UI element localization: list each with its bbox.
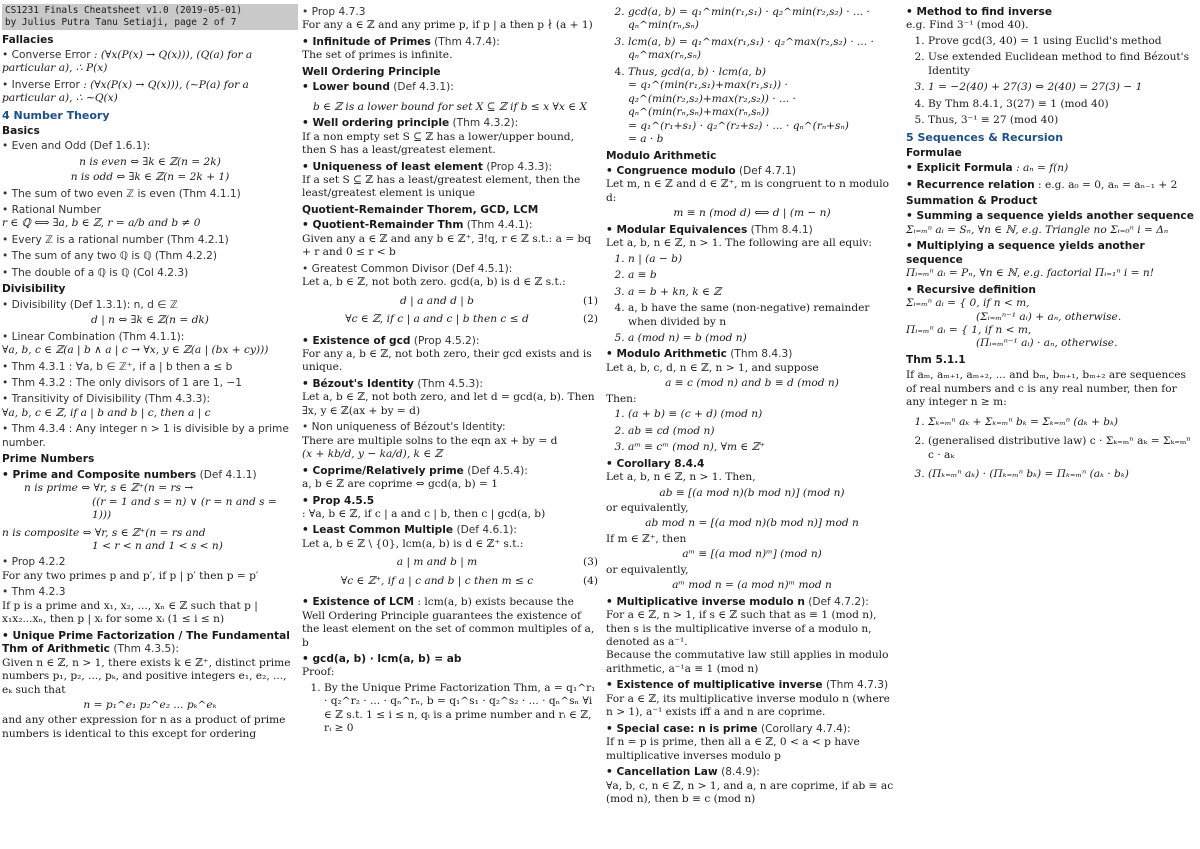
proof-step-4-a: 4. Thus, gcd(a, b) · lcm(a, b) bbox=[628, 65, 767, 78]
column-3 bbox=[606, 4, 898, 847]
bezout-non-uniqueness bbox=[302, 421, 598, 461]
cancellation-term: • Cancellation Law bbox=[606, 766, 718, 779]
column-1 bbox=[2, 4, 298, 847]
rational-term: • Rational Number bbox=[2, 204, 101, 216]
modeq-item: 2. a ≡ b bbox=[628, 269, 898, 282]
mfi-step: 4. By Thm 8.4.1, 3(27) ≡ 1 (mod 40) bbox=[928, 98, 1198, 111]
well-ordering-heading: Well Ordering Principle bbox=[302, 65, 441, 78]
lower-bound-ref: (Def 4.3.1): bbox=[393, 81, 454, 94]
mfi-example: e.g. Find 3⁻¹ (mod 40). bbox=[906, 19, 1029, 32]
modar-term: • Modulo Arithmetic bbox=[606, 348, 727, 361]
formulae-heading: Formulae bbox=[906, 146, 962, 159]
emi-term: • Existence of multiplicative inverse bbox=[606, 679, 823, 692]
proof-step-4-c: = q₁^(r₁+s₁) · q₂^(r₂+s₂) · ... · qₙ^(rₙ+sₙ) bbox=[628, 119, 849, 132]
linear-combination-definition: ∀a, b, c ∈ ℤ(a | b ∧ a | c → ∀x, y ∈ ℤ(a | (bx + cy))) bbox=[2, 344, 269, 357]
converse-error bbox=[2, 49, 298, 76]
existence-of-gcd bbox=[302, 335, 598, 375]
thm-4-3-1: • Thm 4.3.1 : ∀a, b ∈ ℤ⁺, if a | b then a ≤ b bbox=[2, 360, 233, 373]
column-2 bbox=[302, 4, 598, 847]
prime-definition-1: n is prime ⇔ ∀r, s ∈ ℤ⁺(n = rs → bbox=[24, 482, 194, 495]
page-header bbox=[2, 4, 298, 30]
thm-5-1-1-list bbox=[906, 416, 1198, 482]
congruence-ref: (Def 4.7.1) bbox=[739, 164, 797, 177]
explicit-formula bbox=[906, 162, 1198, 175]
prime-definition-2: ((r = 1 and s = n) ∨ (r = n and s = 1))) bbox=[92, 495, 277, 522]
upf-body: Given n ∈ ℤ, n > 1, there exists k ∈ ℤ⁺, distinct prime numbers p₁, p₂, ..., pₖ, and positive integers e₁, e₂, ..., eₖ such that bbox=[2, 656, 291, 696]
prime-composite bbox=[2, 469, 298, 554]
upf-equation: n = p₁^e₁ p₂^e₂ ... pₖ^eₖ bbox=[83, 698, 217, 711]
divisibility-term: • Divisibility bbox=[2, 298, 67, 311]
bezout-body: Let a, b ∈ ℤ, not both zero, and let d = gcd(a, b). Then ∃x, y ∈ ℤ(ax + by = d) bbox=[302, 391, 595, 417]
proof-steps-continued bbox=[606, 6, 898, 147]
modeq-body: Let a, b, n ∈ ℤ, n > 1. The following are all equiv: bbox=[606, 237, 872, 250]
corollary-or-1: or equivalently, bbox=[606, 501, 689, 514]
mi-ref: (Def 4.7.2): bbox=[808, 595, 869, 608]
prime-composite-ref: (Def 4.1.1) bbox=[199, 468, 257, 481]
mfi-step: 5. Thus, 3⁻¹ ≡ 27 (mod 40) bbox=[928, 114, 1198, 127]
modulo-arithmetic-heading: Modulo Arithmetic bbox=[606, 149, 717, 162]
upf-term: • Unique Prime Factorization / The Fundamental Thm of Arithmetic bbox=[2, 629, 290, 656]
ule-term: • Uniqueness of least element bbox=[302, 160, 483, 173]
lcm-eq3-text: a | m and b | m bbox=[396, 556, 478, 569]
infinitude-of-primes bbox=[302, 36, 598, 63]
divisibility-heading: Divisibility bbox=[2, 283, 66, 296]
cancellation-body: ∀a, b, c, n ∈ ℤ, n > 1, and a, n are coprime, if ab ≡ ac (mod n), then b ≡ c (mod n) bbox=[606, 779, 894, 806]
well-ordering-principle bbox=[302, 117, 598, 157]
congruence-term: • Congruence modulo bbox=[606, 164, 736, 177]
composite-definition-2: 1 < r < n and 1 < s < n) bbox=[92, 539, 223, 552]
upf-ref: (Thm 4.3.5): bbox=[113, 643, 179, 656]
modar-ref: (Thm 8.4.3) bbox=[730, 348, 793, 361]
transitivity-definition: ∀a, b, c ∈ ℤ, if a | b and b | c, then a | c bbox=[2, 406, 211, 419]
elcm-body: : lcm(a, b) exists because the Well Ordering Principle guarantees the existence of the least element on the set of common multiples of a, b bbox=[302, 596, 595, 649]
corollary-body: Let a, b, n ∈ ℤ, n > 1. Then, bbox=[606, 471, 756, 484]
bezout-nonunique-term: • Non uniqueness of Bézout's Identity: bbox=[302, 421, 506, 434]
modar-item: 2. ab ≡ cd (mod n) bbox=[628, 425, 898, 438]
even-odd-term: • Even and Odd bbox=[2, 140, 87, 153]
prop-4-7-3-body: For any a ∈ ℤ and any prime p, if p | a then p ∤ (a + 1) bbox=[302, 19, 593, 32]
qr-gcd-lcm-heading: Quotient-Remainder Thorem, GCD, LCM bbox=[302, 203, 539, 216]
multiplying-term: • Multiplying a sequence yields another sequence bbox=[906, 240, 1145, 266]
recursive-prod-b: (Πᵢ₌ₘⁿ⁻¹ aᵢ) · aₙ, otherwise. bbox=[976, 337, 1118, 350]
lower-bound bbox=[302, 81, 598, 114]
gcd-ref: (Def 4.5.1): bbox=[451, 262, 513, 275]
thm-4-2-3-body: If p is a prime and x₁, x₂, ..., xₙ ∈ ℤ such that p | x₁x₂...xₙ, then p | xᵢ for some xᵢ (1 ≤ i ≤ n) bbox=[2, 599, 258, 626]
uniqueness-least-element bbox=[302, 161, 598, 201]
lcm-eq4-number: (4) bbox=[582, 574, 598, 587]
thm-5-1-1-heading: Thm 5.1.1 bbox=[906, 353, 966, 366]
transitivity-term: • Transitivity of Divisibility bbox=[2, 393, 141, 406]
congruence-equation: m ≡ n (mod d) ⟺ d | (m − n) bbox=[673, 207, 831, 220]
egcd-body: For any a, b ∈ ℤ, not both zero, their gcd exists and is unique. bbox=[302, 347, 592, 374]
infinitude-term: • Infinitude of Primes bbox=[302, 35, 431, 48]
mfi-term: • Method to find inverse bbox=[906, 6, 1053, 18]
thm-5-1-1-item: 2. (generalised distributive law) c · Σₖ₌ₘⁿ aₖ = Σₖ₌ₘⁿ c · aₖ bbox=[928, 435, 1198, 462]
mfi-step: 2. Use extended Euclidean method to find Bézout's Identity bbox=[928, 51, 1198, 78]
thm-5-1-1-item: 3. (Πₖ₌ₘⁿ aₖ) · (Πₖ₌ₘⁿ bₖ) = Πₖ₌ₘⁿ (aₖ · bₖ) bbox=[928, 468, 1198, 481]
infinitude-ref: (Thm 4.7.4): bbox=[434, 35, 500, 48]
existence-multiplicative-inverse bbox=[606, 679, 898, 719]
summing-sequence bbox=[906, 210, 1198, 237]
double-rational: • The double of a ℚ is ℚ (Col 4.2.3) bbox=[2, 266, 189, 279]
corollary-eq-1: ab ≡ [(a mod n)(b mod n)] (mod n) bbox=[659, 486, 845, 499]
divisibility bbox=[2, 299, 298, 328]
lcm-equation-4 bbox=[302, 575, 598, 588]
qrt-body: Given any a ∈ ℤ and any b ∈ ℤ⁺, ∃!q, r ∈ ℤ s.t.: a = bq + r and 0 ≤ r < b bbox=[302, 232, 592, 259]
odd-definition: n is odd ⇔ ∃k ∈ ℤ(n = 2k + 1) bbox=[70, 171, 230, 184]
gcd-lcm-term: • gcd(a, b) · lcm(a, b) = ab bbox=[302, 653, 462, 666]
emi-body: For a ∈ ℤ, its multiplicative inverse modulo n (where n > 1), a⁻¹ exists iff a and n are coprime. bbox=[606, 692, 890, 719]
number-theory-heading: 4 Number Theory bbox=[2, 108, 110, 122]
modar-list bbox=[606, 408, 898, 454]
prime-composite-term: • Prime and Composite numbers bbox=[2, 468, 197, 481]
even-odd bbox=[2, 140, 298, 184]
thm-4-3-4: • Thm 4.3.4 : Any integer n > 1 is divisible by a prime number. bbox=[2, 423, 289, 449]
corollary-eq-4: aᵐ mod n = (a mod n)ᵐ mod n bbox=[672, 579, 832, 592]
thm-5-1-1-body: If aₘ, aₘ₊₁, aₘ₊₂, ... and bₘ, bₘ₊₁, bₘ₊₂ are sequences of real numbers and c is any real number, then for any integer n ≥ m: bbox=[906, 369, 1186, 409]
corollary-if: If m ∈ ℤ⁺, then bbox=[606, 532, 687, 545]
coprime-ref: (Def 4.5.4): bbox=[467, 464, 528, 477]
modeq-item: 5. a (mod n) = b (mod n) bbox=[628, 332, 898, 345]
sum-even-theorem: • The sum of two even ℤ is even (Thm 4.1.1) bbox=[2, 187, 241, 200]
proof-step-3: 3. lcm(a, b) = q₁^max(r₁,s₁) · q₂^max(r₂,s₂) · ... · qₙ^max(rₙ,sₙ) bbox=[628, 36, 898, 63]
egcd-term: • Existence of gcd bbox=[302, 334, 411, 347]
explicit-body: : aₙ = f(n) bbox=[1016, 162, 1069, 175]
mi-body-2: Because the commutative law still applies in modulo arithmetic, a⁻¹a ≡ 1 (mod n) bbox=[606, 649, 889, 675]
gcd bbox=[302, 263, 598, 327]
linear-combination-ref: (Thm 4.1.1): bbox=[118, 330, 185, 343]
infinitude-body: The set of primes is infinite. bbox=[302, 49, 453, 62]
modeq-list bbox=[606, 253, 898, 346]
thm-4-2-3 bbox=[2, 586, 298, 626]
prop-4-5-5-body: : ∀a, b ∈ ℤ, if c | a and c | b, then c | gcd(a, b) bbox=[302, 507, 546, 520]
mfi-step: 1. Prove gcd(3, 40) = 1 using Euclid's method bbox=[928, 35, 1198, 48]
multiplicative-inverse bbox=[606, 596, 898, 677]
lcm-ref: (Def 4.6.1): bbox=[456, 524, 517, 537]
lower-bound-definition: b ∈ ℤ is a lower bound for set X ⊆ ℤ if b ≤ x ∀x ∈ X bbox=[312, 100, 588, 113]
converse-error-term: • Converse Error bbox=[2, 48, 91, 61]
emi-ref: (Thm 4.7.3) bbox=[826, 679, 889, 692]
corollary-or-2: or equivalently, bbox=[606, 563, 689, 576]
lower-bound-term: • Lower bound bbox=[302, 81, 390, 94]
prop-4-2-2-body: For any two primes p and p′, if p | p′ then p = p′ bbox=[2, 569, 259, 582]
modular-equivalences bbox=[606, 224, 898, 346]
thm-4-2-3-term: • Thm 4.2.3 bbox=[2, 586, 66, 599]
gcd-body: Let a, b ∈ ℤ, not both zero. gcd(a, b) is d ∈ ℤ s.t.: bbox=[302, 276, 566, 289]
congruence-body: Let m, n ∈ ℤ and d ∈ ℤ⁺, m is congruent to n modulo d: bbox=[606, 178, 890, 204]
bezout-ref: (Thm 4.5.3): bbox=[417, 377, 483, 390]
quotient-remainder bbox=[302, 219, 598, 259]
modeq-ref: (Thm 8.4.1) bbox=[750, 223, 813, 236]
lcm-term: • Least Common Multiple bbox=[302, 524, 454, 537]
header-subtitle: by Julius Putra Tanu Setiaji, page 2 of 7 bbox=[5, 16, 237, 28]
lcm-body: Let a, b ∈ ℤ \ {0}, lcm(a, b) is d ∈ ℤ⁺ s.t.: bbox=[302, 537, 524, 550]
gcd-eq1-text: d | a and d | b bbox=[400, 294, 474, 307]
linear-combination bbox=[2, 331, 298, 358]
transitivity-ref: (Thm 4.3.3): bbox=[144, 393, 211, 406]
thm-4-3-2: • Thm 4.3.2 : The only divisors of 1 are 1, −1 bbox=[2, 376, 242, 389]
inverse-error bbox=[2, 79, 298, 106]
even-odd-ref: (Def 1.6.1): bbox=[89, 140, 151, 153]
proof-step-2: 2. gcd(a, b) = q₁^min(r₁,s₁) · q₂^min(r₂,s₂) · ... · qₙ^min(rₙ,sₙ) bbox=[628, 6, 898, 33]
modeq-item: 1. n | (a − b) bbox=[628, 253, 898, 266]
proof-steps bbox=[302, 682, 598, 736]
coprime bbox=[302, 465, 598, 492]
proof-label: Proof: bbox=[302, 666, 335, 679]
upf-tail: and any other expression for n as a product of prime numbers is identical to this except for ordering bbox=[2, 714, 286, 740]
sequences-heading: 5 Sequences & Recursion bbox=[906, 130, 1064, 144]
summation-product-heading: Summation & Product bbox=[906, 194, 1038, 207]
bezout-term: • Bézout's Identity bbox=[302, 377, 414, 390]
multiplying-body: Πᵢ₌ₘⁿ aᵢ = Pₙ, ∀n ∈ ℕ, e.g. factorial Πᵢ₌₁ⁿ i = n! bbox=[906, 267, 1154, 280]
corollary-term: • Corollary 8.4.4 bbox=[606, 457, 705, 470]
basics-heading: Basics bbox=[2, 124, 40, 137]
explicit-term: • Explicit Formula bbox=[906, 162, 1013, 175]
mi-term: • Multiplicative inverse modulo n bbox=[606, 595, 805, 608]
recursive-definition bbox=[906, 284, 1198, 351]
special-case-ref: (Corollary 4.7.4): bbox=[760, 722, 851, 735]
cancellation-law bbox=[606, 766, 898, 806]
divisibility-definition: d | n ⇔ ∃k ∈ ℤ(n = dk) bbox=[91, 314, 209, 327]
corollary-eq-3: aᵐ ≡ [(a mod n)ᵐ] (mod n) bbox=[682, 548, 822, 561]
lcm-eq4-text: ∀c ∈ ℤ⁺, if a | c and b | c then m ≤ c bbox=[340, 574, 534, 587]
prop-4-2-2-term: • Prop 4.2.2 bbox=[2, 556, 66, 569]
coprime-term: • Coprime/Relatively prime bbox=[302, 464, 464, 477]
recurrence-term: • Recurrence relation bbox=[906, 178, 1035, 191]
special-case-prime bbox=[606, 723, 898, 763]
mi-body: For a ∈ ℤ, n > 1, if s ∈ ℤ such that as ≡ 1 (mod n), then s is the multiplicative inverse of a modulo n, denoted as a⁻¹. bbox=[606, 609, 877, 649]
prop-4-5-5 bbox=[302, 495, 598, 522]
bezout-nonunique-equation: (x + kb/d, y − ka/d), k ∈ ℤ bbox=[302, 448, 443, 461]
proof-step-1: 1. By the Unique Prime Factorization Thm, a = q₁^r₁ · q₂^r₂ · ... · qₙ^rₙ, b = q₁^s₁ · q₂^s₂ · ... · qₙ^sₙ ∀i ∈ ℤ s.t. 1 ≤ i ≤ n, qᵢ is a prime number and rᵢ ∈ ℤ, rᵢ ≥ 0 bbox=[324, 682, 598, 736]
thm-5-1-1-item: 1. Σₖ₌ₘⁿ aₖ + Σₖ₌ₘⁿ bₖ = Σₖ₌ₘⁿ (aₖ + bₖ) bbox=[928, 416, 1198, 429]
egcd-ref: (Prop 4.5.2): bbox=[413, 334, 480, 347]
rational-definition: r ∈ ℚ ⟺ ∃a, b ∈ ℤ, r = a/b and b ≠ 0 bbox=[2, 217, 201, 230]
divisibility-ref: (Def 1.3.1): n, d ∈ ℤ bbox=[69, 298, 178, 311]
inverse-error-term: • Inverse Error bbox=[2, 78, 80, 91]
bezout-identity bbox=[302, 378, 598, 418]
prop-4-2-2 bbox=[2, 556, 298, 583]
converse-error-body: : (∀x(P(x) → Q(x))), (Q(a) for a particular a), ∴ P(x) bbox=[2, 48, 253, 75]
qrt-term: • Quotient-Remainder Thm bbox=[302, 219, 464, 232]
sum-rationals: • The sum of any two ℚ is ℚ (Thm 4.2.2) bbox=[2, 250, 218, 263]
congruence-modulo bbox=[606, 165, 898, 221]
special-case-body: If n = p is prime, then all a ∈ ℤ, 0 < a < p have multiplicative inverses modulo p bbox=[606, 736, 860, 762]
inverse-error-body: : (∀x(P(x) → Q(x))), (∼P(a) for a particular a), ∴ ∼Q(x) bbox=[2, 78, 249, 105]
gcd-term: • Greatest Common Divisor bbox=[302, 262, 449, 275]
corollary-8-4-4 bbox=[606, 458, 898, 593]
gcd-eq1-number: (1) bbox=[582, 294, 598, 307]
fallacies-heading: Fallacies bbox=[2, 33, 54, 46]
bezout-nonunique-body: There are multiple solns to the eqn ax + by = d bbox=[302, 434, 558, 447]
modar-then: Then: bbox=[606, 392, 637, 405]
header-title: CS1231 Finals Cheatsheet v1.0 (2019-05-01) bbox=[5, 5, 243, 16]
multiplying-sequence bbox=[906, 240, 1198, 280]
gcd-eq2-number: (2) bbox=[582, 313, 598, 326]
wop-body: If a non empty set S ⊆ ℤ has a lower/upper bound, then S has a least/greatest element. bbox=[302, 130, 574, 157]
recurrence-body: : e.g. a₀ = 0, aₙ = aₙ₋₁ + 2 bbox=[1038, 178, 1178, 191]
recursive-sum-a: Σᵢ₌ₘⁿ aᵢ = { 0, if n < m, bbox=[906, 297, 1030, 310]
method-find-inverse bbox=[906, 6, 1198, 128]
gcd-equation-1 bbox=[302, 295, 598, 308]
proof-step-4-d: = a · b bbox=[628, 133, 664, 146]
modar-equation: a ≡ c (mod n) and b ≡ d (mod n) bbox=[665, 377, 839, 390]
composite-definition-1: n is composite ⇔ ∀r, s ∈ ℤ⁺(n = rs and bbox=[2, 526, 206, 539]
lcm-equation-3 bbox=[302, 556, 598, 569]
unique-prime-factorization bbox=[2, 630, 298, 742]
wop-term: • Well ordering principle bbox=[302, 117, 450, 130]
cancellation-ref: (8.4.9): bbox=[721, 766, 760, 779]
recursive-sum-b: (Σᵢ₌ₘⁿ⁻¹ aᵢ) + aₙ, otherwise. bbox=[976, 310, 1122, 323]
proof-step-4 bbox=[628, 66, 898, 147]
recurrence-relation bbox=[906, 179, 1198, 192]
prop-4-7-3 bbox=[302, 6, 598, 33]
modeq-item: 3. a = b + kn, k ∈ ℤ bbox=[628, 286, 898, 299]
lcm bbox=[302, 524, 598, 588]
qrt-ref: (Thm 4.4.1): bbox=[466, 219, 533, 232]
prime-numbers-heading: Prime Numbers bbox=[2, 453, 95, 466]
recursive-term: • Recursive definition bbox=[906, 283, 1036, 296]
existence-of-lcm bbox=[302, 596, 598, 650]
modeq-term: • Modular Equivalences bbox=[606, 223, 748, 236]
modar-item: 1. (a + b) ≡ (c + d) (mod n) bbox=[628, 408, 898, 421]
ule-body: If a set S ⊆ ℤ has a least/greatest element, then the least/greatest element is unique bbox=[302, 173, 581, 200]
gcd-equation-2 bbox=[302, 313, 598, 326]
mfi-steps bbox=[906, 35, 1198, 128]
transitivity bbox=[2, 393, 298, 420]
special-case-term: • Special case: n is prime bbox=[606, 722, 758, 735]
lcm-eq3-number: (3) bbox=[582, 556, 598, 569]
proof-step-4-b: = q₁^(min(r₁,s₁)+max(r₁,s₁)) · q₂^(min(r₂,s₂)+max(r₂,s₂)) · ... · qₙ^(min(rₙ,sₙ)+max(rₙ,sₙ)) bbox=[628, 79, 796, 119]
every-integer-rational: • Every ℤ is a rational number (Thm 4.2.1) bbox=[2, 233, 229, 246]
gcd-eq2-text: ∀c ∈ ℤ, if c | a and c | b then c ≤ d bbox=[345, 313, 529, 326]
modulo-arithmetic-thm bbox=[606, 348, 898, 454]
gcd-lcm-product bbox=[302, 653, 598, 736]
wop-ref: (Thm 4.3.2): bbox=[452, 117, 519, 130]
summing-body: Σᵢ₌ₘⁿ aᵢ = Sₙ, ∀n ∈ ℕ, e.g. Triangle no Σᵢ₌₀ⁿ i = Δₙ bbox=[906, 223, 1169, 236]
ule-ref: (Prop 4.3.3): bbox=[486, 160, 553, 173]
even-definition: n is even ⇔ ∃k ∈ ℤ(n = 2k) bbox=[79, 155, 221, 168]
recursive-prod-a: Πᵢ₌ₘⁿ aᵢ = { 1, if n < m, bbox=[906, 324, 1032, 337]
modar-item: 3. aᵐ ≡ cᵐ (mod n), ∀m ∈ ℤ⁺ bbox=[628, 441, 898, 454]
prop-4-5-5-term: • Prop 4.5.5 bbox=[302, 494, 375, 507]
column-4 bbox=[906, 4, 1198, 847]
rational-number bbox=[2, 204, 298, 231]
mfi-step: 3. 1 = −2(40) + 27(3) ⇔ 2(40) = 27(3) − 1 bbox=[928, 81, 1198, 94]
coprime-body: a, b ∈ ℤ are coprime ⇔ gcd(a, b) = 1 bbox=[302, 478, 498, 491]
linear-combination-term: • Linear Combination bbox=[2, 330, 116, 343]
modeq-item: 4. a, b have the same (non-negative) remainder when divided by n bbox=[628, 302, 898, 329]
summing-term: • Summing a sequence yields another sequence bbox=[906, 210, 1194, 223]
prop-4-7-3-term: • Prop 4.7.3 bbox=[302, 6, 366, 18]
modar-body: Let a, b, c, d, n ∈ ℤ, n > 1, and suppose bbox=[606, 361, 819, 374]
elcm-term: • Existence of LCM bbox=[302, 596, 415, 609]
thm-5-1-1 bbox=[906, 369, 1198, 481]
corollary-eq-2: ab mod n = [(a mod n)(b mod n)] mod n bbox=[645, 517, 859, 530]
